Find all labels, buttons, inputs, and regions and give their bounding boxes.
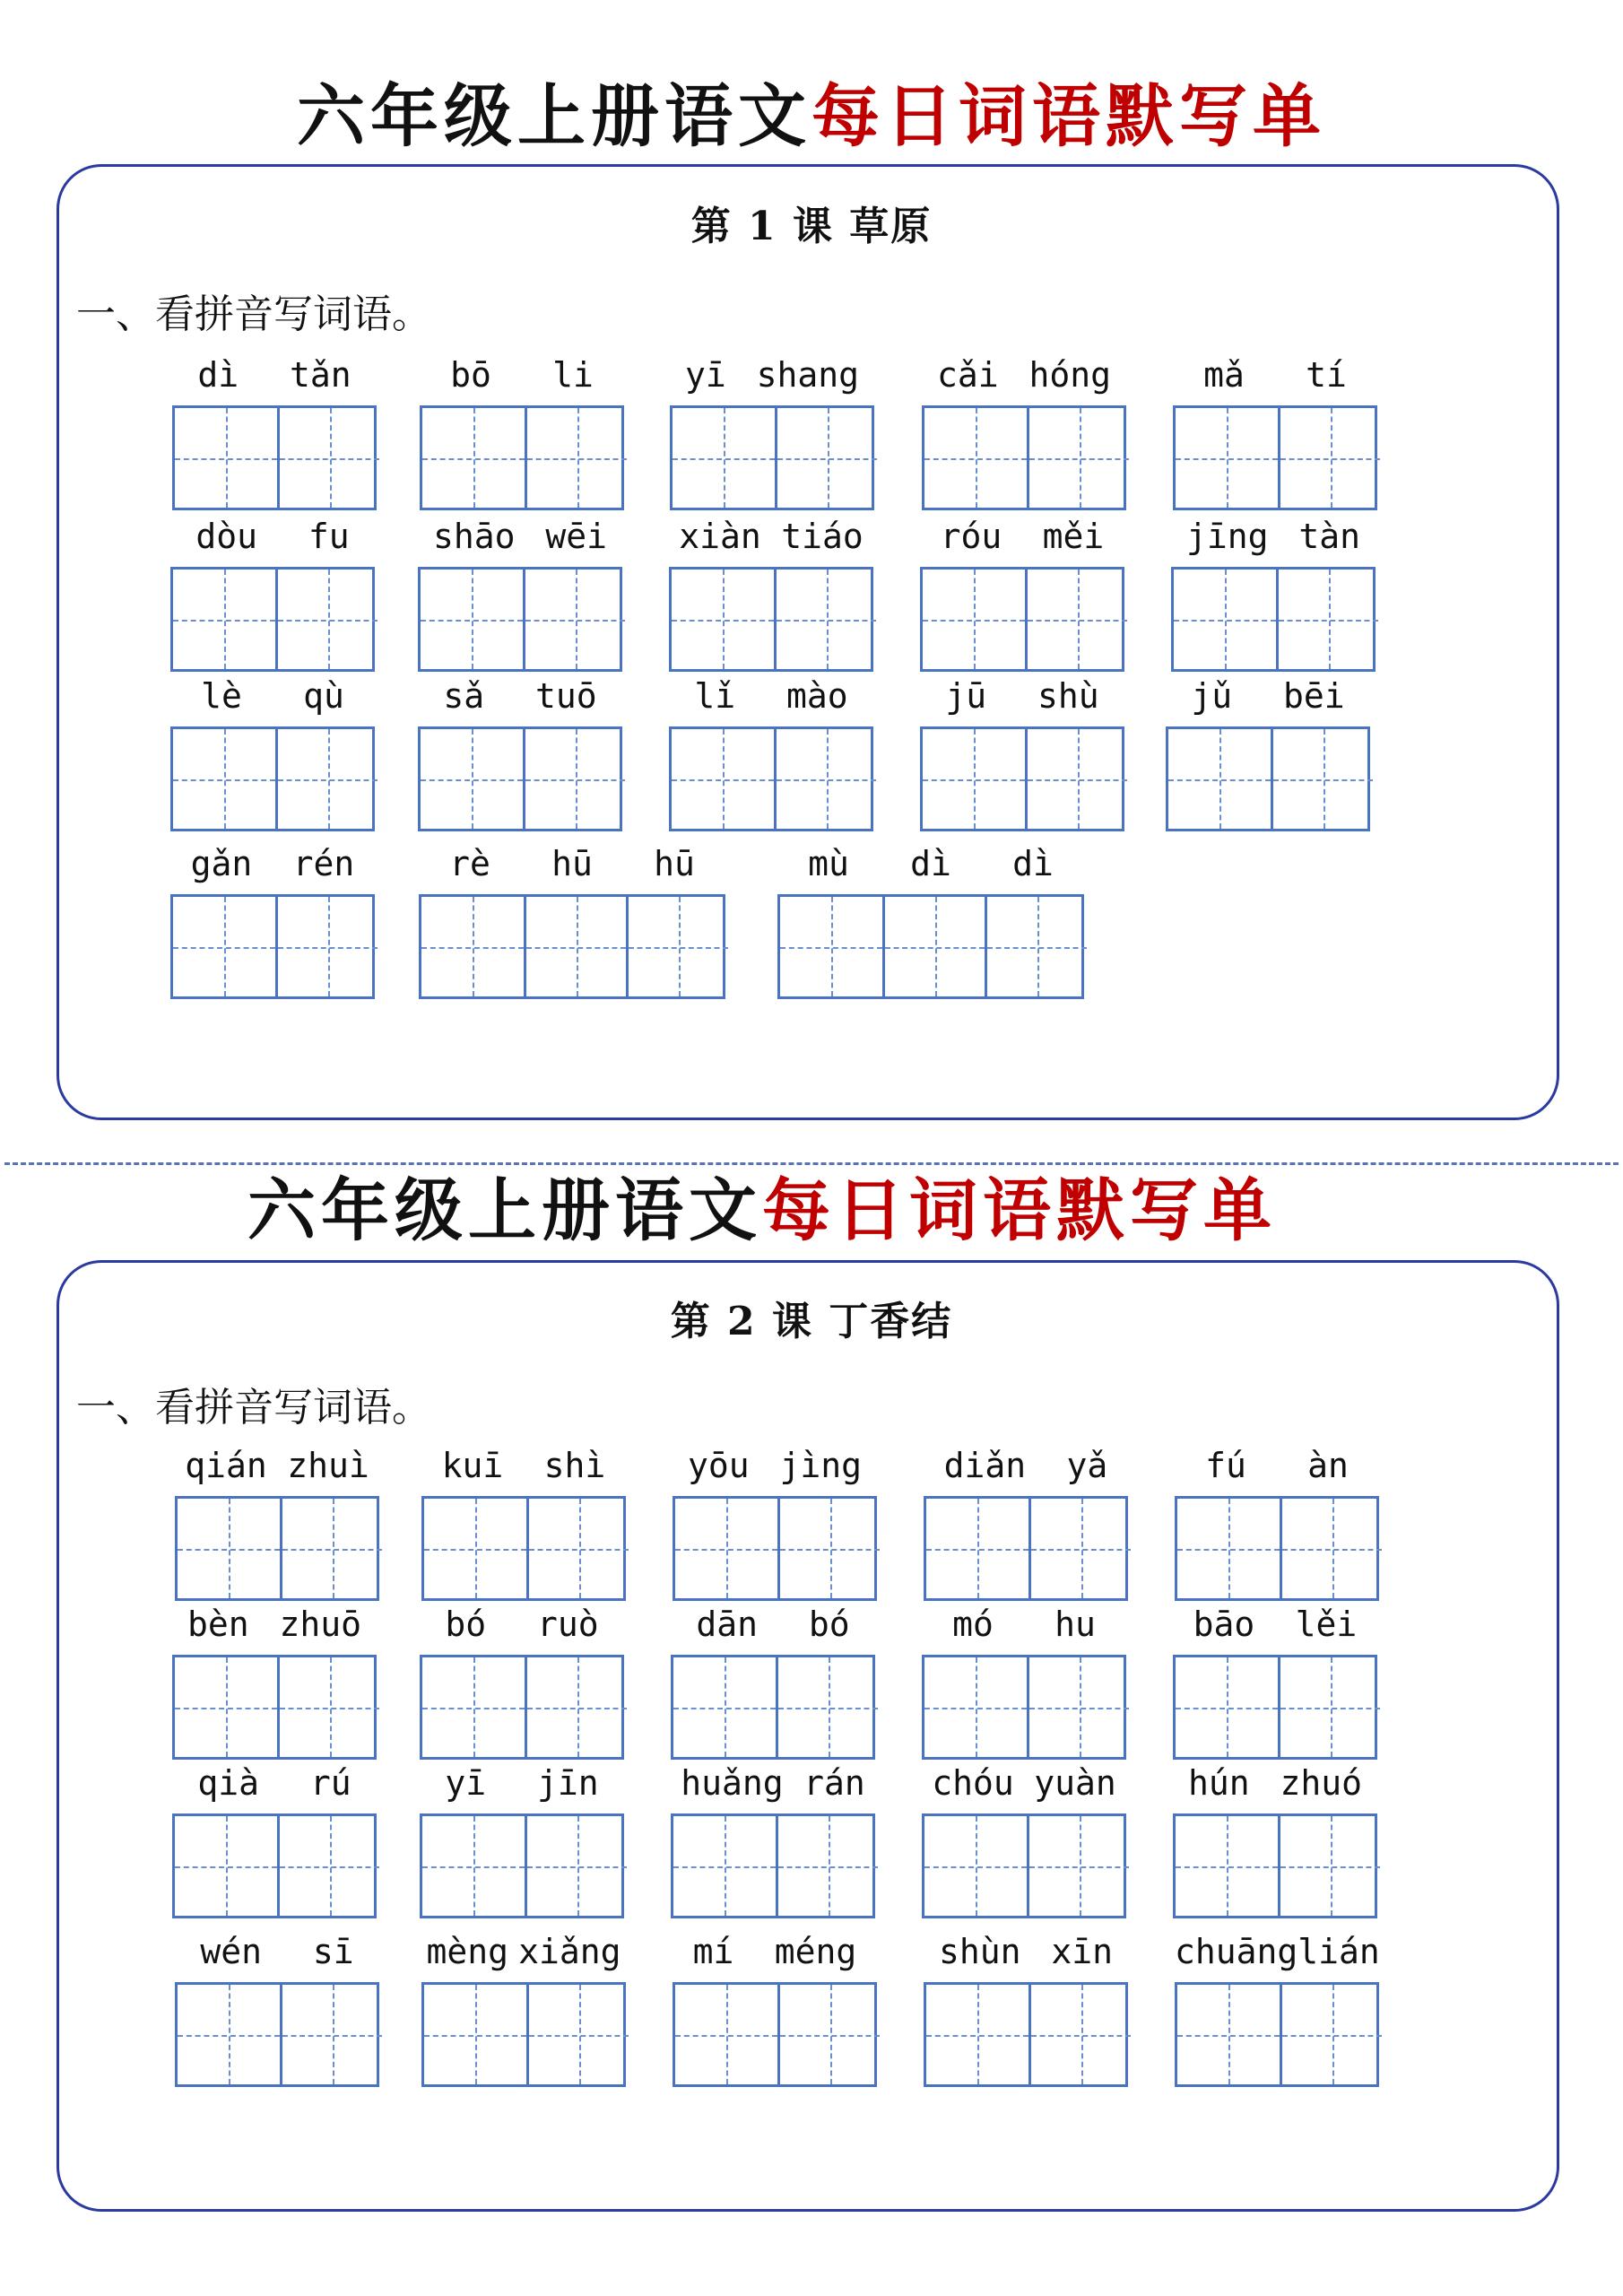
pinyin-syllable: wén xyxy=(200,1932,263,1971)
pinyin-syllable: hu xyxy=(1055,1605,1096,1644)
pinyin-line xyxy=(671,1760,875,1806)
tianzige-cell[interactable] xyxy=(178,1985,280,2084)
sheet-1-title-black: 六年级上册语文 xyxy=(297,76,812,156)
pinyin-line xyxy=(421,1442,626,1489)
word-item xyxy=(924,1928,1128,2090)
writing-box-group xyxy=(920,567,1124,672)
tianzige-cell[interactable] xyxy=(1280,1985,1382,2084)
word-item xyxy=(1171,513,1376,674)
pinyin-line xyxy=(420,1601,624,1648)
pinyin-line xyxy=(170,513,375,560)
tianzige-cell[interactable] xyxy=(673,408,775,508)
pinyin-line xyxy=(922,352,1126,398)
sheet-1-title xyxy=(0,76,1623,157)
pinyin-syllable: shùn xyxy=(938,1932,1021,1971)
writing-box-group xyxy=(671,1655,875,1760)
sheet-2-title xyxy=(0,1170,1574,1251)
pinyin-line xyxy=(172,352,377,398)
pinyin-syllable: lǐ xyxy=(694,676,736,716)
tianzige-cell[interactable] xyxy=(523,729,625,829)
word-item xyxy=(172,1760,377,1921)
pinyin-line xyxy=(172,1760,377,1806)
pinyin-syllable: mó xyxy=(952,1605,994,1644)
word-item xyxy=(920,673,1124,834)
tianzige-cell[interactable] xyxy=(523,570,625,669)
tianzige-cell[interactable] xyxy=(882,897,985,996)
pinyin-syllable: rén xyxy=(292,844,355,883)
word-item xyxy=(170,513,375,674)
tianzige-cell[interactable] xyxy=(1176,408,1278,508)
tianzige-cell[interactable] xyxy=(1176,1657,1278,1757)
pinyin-syllable: zhuó xyxy=(1280,1763,1363,1803)
word-item xyxy=(671,1601,875,1762)
tianzige-cell[interactable] xyxy=(780,897,882,996)
sheet-1-title-red: 每日词语默写单 xyxy=(812,76,1326,156)
word-item xyxy=(172,1601,377,1762)
tianzige-cell[interactable] xyxy=(525,1657,627,1757)
pinyin-line xyxy=(421,1928,626,1975)
pinyin-line xyxy=(920,673,1124,719)
tianzige-cell[interactable] xyxy=(675,1499,777,1598)
pinyin-syllable: cǎi xyxy=(936,355,999,395)
word-item xyxy=(671,1760,875,1921)
pinyin-syllable: mèng xyxy=(426,1932,509,1971)
tianzige-cell[interactable] xyxy=(1028,1499,1131,1598)
writing-box-group xyxy=(420,405,624,510)
tianzige-cell[interactable] xyxy=(1278,408,1380,508)
pinyin-syllable: mù xyxy=(808,844,849,883)
writing-box-group xyxy=(170,894,375,999)
writing-box-group xyxy=(172,1655,377,1760)
tianzige-cell[interactable] xyxy=(923,570,1025,669)
pinyin-syllable: qián xyxy=(185,1446,267,1485)
tianzige-cell[interactable] xyxy=(775,408,877,508)
word-item xyxy=(172,352,377,513)
pinyin-syllable: rú xyxy=(309,1763,352,1803)
writing-box-group xyxy=(420,1655,624,1760)
writing-box-group xyxy=(1175,1496,1379,1601)
pinyin-syllable: xiǎng xyxy=(518,1932,621,1971)
writing-box-group xyxy=(175,1496,379,1601)
writing-box-group xyxy=(669,726,873,831)
writing-box-group xyxy=(1173,1813,1377,1918)
pinyin-syllable: shang xyxy=(756,355,860,395)
writing-box-group xyxy=(175,1982,379,2087)
tianzige-cell[interactable] xyxy=(1177,1499,1280,1598)
pinyin-syllable: xiàn xyxy=(679,517,761,556)
word-item xyxy=(175,1928,379,2090)
word-item xyxy=(673,1442,877,1604)
pinyin-syllable: shì xyxy=(543,1446,606,1485)
pinyin-syllable: hóng xyxy=(1028,355,1112,395)
tianzige-cell[interactable] xyxy=(1028,1985,1131,2084)
writing-box-group xyxy=(421,1982,626,2087)
pinyin-syllable: bó xyxy=(808,1605,850,1644)
pinyin-syllable: dì xyxy=(910,844,951,883)
pinyin-syllable: ruò xyxy=(536,1605,599,1644)
word-item xyxy=(669,513,873,674)
tianzige-cell[interactable] xyxy=(1176,1816,1278,1916)
pinyin-line xyxy=(170,673,375,719)
pinyin-syllable: tí xyxy=(1306,355,1347,395)
pinyin-syllable: hū xyxy=(654,844,695,883)
sheet-2-section-heading: 一、看拼音写词语。 xyxy=(76,1385,431,1431)
tianzige-cell[interactable] xyxy=(526,1499,629,1598)
tianzige-cell[interactable] xyxy=(926,1985,1028,2084)
pinyin-syllable: tàn xyxy=(1298,517,1361,556)
writing-box-group xyxy=(1166,726,1370,831)
pinyin-syllable: qià xyxy=(197,1763,260,1803)
tianzige-cell[interactable] xyxy=(675,1985,777,2084)
pinyin-line xyxy=(1173,1601,1377,1648)
pinyin-line xyxy=(1175,1442,1379,1489)
writing-box-group xyxy=(418,726,622,831)
word-item xyxy=(1173,1760,1377,1921)
tianzige-cell[interactable] xyxy=(777,1985,880,2084)
word-item xyxy=(421,1928,626,2090)
tianzige-cell[interactable] xyxy=(422,1657,525,1757)
tianzige-cell[interactable] xyxy=(525,1816,627,1916)
word-item xyxy=(1175,1928,1379,2090)
pinyin-line xyxy=(673,1442,877,1489)
pinyin-syllable: àn xyxy=(1307,1446,1349,1485)
pinyin-line xyxy=(420,1760,624,1806)
writing-box-group xyxy=(922,405,1126,510)
tianzige-cell[interactable] xyxy=(673,1657,776,1757)
tianzige-cell[interactable] xyxy=(777,1499,880,1598)
cut-line-divider xyxy=(4,1162,1619,1165)
tianzige-cell[interactable] xyxy=(178,1499,280,1598)
sheet-2-title-red: 每日词语默写单 xyxy=(762,1170,1277,1250)
pinyin-line xyxy=(924,1442,1128,1489)
word-item xyxy=(922,352,1126,513)
tianzige-cell[interactable] xyxy=(985,897,1087,996)
tianzige-cell[interactable] xyxy=(924,408,1027,508)
writing-box-group xyxy=(922,1655,1126,1760)
writing-box-group xyxy=(420,1813,624,1918)
pinyin-line xyxy=(1173,1760,1377,1806)
tianzige-cell[interactable] xyxy=(776,1816,878,1916)
tianzige-cell[interactable] xyxy=(1276,570,1378,669)
pinyin-syllable: yǎ xyxy=(1066,1446,1108,1485)
pinyin-syllable: hún xyxy=(1187,1763,1250,1803)
tianzige-cell[interactable] xyxy=(525,408,627,508)
tianzige-cell[interactable] xyxy=(1280,1499,1382,1598)
pinyin-line xyxy=(418,513,622,560)
tianzige-cell[interactable] xyxy=(173,729,275,829)
writing-box-group xyxy=(920,726,1124,831)
pinyin-syllable: li xyxy=(552,355,594,395)
tianzige-cell[interactable] xyxy=(1027,1657,1129,1757)
word-item xyxy=(669,673,873,834)
pinyin-syllable: zhuō xyxy=(279,1605,362,1644)
pinyin-syllable: chuāng xyxy=(1175,1932,1298,1971)
tianzige-cell[interactable] xyxy=(774,729,876,829)
writing-box-group xyxy=(1171,567,1376,672)
pinyin-syllable: bō xyxy=(450,355,491,395)
writing-box-group xyxy=(170,567,375,672)
tianzige-cell[interactable] xyxy=(1027,1816,1129,1916)
tianzige-cell[interactable] xyxy=(1278,1816,1380,1916)
tianzige-cell[interactable] xyxy=(774,570,876,669)
pinyin-syllable: chóu xyxy=(932,1763,1014,1803)
tianzige-cell[interactable] xyxy=(422,408,525,508)
word-item xyxy=(924,1442,1128,1604)
pinyin-syllable: diǎn xyxy=(943,1446,1027,1485)
pinyin-syllable: zhuì xyxy=(287,1446,369,1485)
pinyin-syllable: yī xyxy=(684,355,726,395)
pinyin-syllable: huǎng xyxy=(681,1763,784,1803)
word-item xyxy=(1173,352,1377,513)
word-item xyxy=(175,1442,379,1604)
tianzige-cell[interactable] xyxy=(421,570,523,669)
pinyin-syllable: gǎn xyxy=(190,844,253,883)
word-item xyxy=(777,840,1084,1002)
tianzige-cell[interactable] xyxy=(424,1499,526,1598)
tianzige-cell[interactable] xyxy=(923,729,1025,829)
writing-box-group xyxy=(673,1496,877,1601)
tianzige-cell[interactable] xyxy=(1278,1657,1380,1757)
tianzige-cell[interactable] xyxy=(526,1985,629,2084)
word-item xyxy=(418,673,622,834)
word-item xyxy=(420,1601,624,1762)
pinyin-syllable: xīn xyxy=(1051,1932,1114,1971)
word-item xyxy=(673,1928,877,2090)
pinyin-line xyxy=(419,840,725,887)
pinyin-syllable: yī xyxy=(445,1763,487,1803)
pinyin-line xyxy=(1175,1928,1379,1975)
tianzige-cell[interactable] xyxy=(1025,729,1127,829)
word-item xyxy=(920,513,1124,674)
word-item xyxy=(418,513,622,674)
writing-box-group xyxy=(421,1496,626,1601)
pinyin-syllable: jīn xyxy=(536,1763,599,1803)
pinyin-syllable: dān xyxy=(696,1605,759,1644)
pinyin-syllable: jū xyxy=(945,676,987,716)
writing-box-group xyxy=(170,726,375,831)
tianzige-cell[interactable] xyxy=(275,570,378,669)
tianzige-cell[interactable] xyxy=(175,1657,277,1757)
pinyin-syllable: jìng xyxy=(779,1446,863,1485)
pinyin-syllable: rè xyxy=(449,844,490,883)
pinyin-syllable: yuàn xyxy=(1034,1763,1116,1803)
writing-box-group xyxy=(1173,405,1377,510)
tianzige-cell[interactable] xyxy=(277,1657,379,1757)
tianzige-cell[interactable] xyxy=(280,1985,382,2084)
writing-box-group xyxy=(1175,1982,1379,2087)
pinyin-line xyxy=(1173,352,1377,398)
pinyin-line xyxy=(175,1442,379,1489)
tianzige-cell[interactable] xyxy=(173,570,275,669)
pinyin-syllable: yōu xyxy=(687,1446,750,1485)
pinyin-syllable: fú xyxy=(1205,1446,1246,1485)
sheet-1-lesson-title: 第 1 课 草原 xyxy=(690,204,933,249)
pinyin-syllable: jǔ xyxy=(1191,676,1233,716)
tianzige-cell[interactable] xyxy=(1174,570,1276,669)
pinyin-syllable: qù xyxy=(303,676,344,716)
word-item xyxy=(670,352,874,513)
pinyin-line xyxy=(418,673,622,719)
writing-box-group xyxy=(1173,1655,1377,1760)
tianzige-cell[interactable] xyxy=(277,1816,379,1916)
pinyin-line xyxy=(170,840,375,887)
writing-box-group xyxy=(924,1496,1128,1601)
pinyin-syllable: bēi xyxy=(1282,676,1345,716)
pinyin-syllable: mí xyxy=(692,1932,734,1971)
writing-box-group xyxy=(671,1813,875,1918)
pinyin-line xyxy=(1166,673,1370,719)
tianzige-cell[interactable] xyxy=(275,729,378,829)
tianzige-cell[interactable] xyxy=(277,408,379,508)
pinyin-syllable: lè xyxy=(201,676,242,716)
pinyin-syllable: sǎ xyxy=(443,676,485,716)
pinyin-syllable: jīng xyxy=(1185,517,1269,556)
writing-box-group xyxy=(669,567,873,672)
sheet-2-lesson-title: 第 2 课 丁香结 xyxy=(670,1299,953,1344)
tianzige-cell[interactable] xyxy=(422,1816,525,1916)
pinyin-syllable: rán xyxy=(803,1763,865,1803)
pinyin-syllable: méng xyxy=(774,1932,857,1971)
pinyin-line xyxy=(669,673,873,719)
tianzige-cell[interactable] xyxy=(672,729,774,829)
word-item xyxy=(420,1760,624,1921)
tianzige-cell[interactable] xyxy=(421,897,524,996)
writing-box-group xyxy=(922,1813,1126,1918)
tianzige-cell[interactable] xyxy=(672,570,774,669)
word-item xyxy=(1173,1601,1377,1762)
sheet-1-section-heading: 一、看拼音写词语。 xyxy=(76,291,431,337)
pinyin-syllable: tǎn xyxy=(289,355,352,395)
word-item xyxy=(421,1442,626,1604)
tianzige-cell[interactable] xyxy=(280,1499,382,1598)
tianzige-cell[interactable] xyxy=(175,1816,277,1916)
pinyin-syllable: hū xyxy=(551,844,593,883)
pinyin-syllable: měi xyxy=(1042,517,1105,556)
tianzige-cell[interactable] xyxy=(524,897,626,996)
pinyin-line xyxy=(920,513,1124,560)
pinyin-line xyxy=(420,352,624,398)
pinyin-line xyxy=(670,352,874,398)
tianzige-cell[interactable] xyxy=(776,1657,878,1757)
pinyin-syllable: lěi xyxy=(1295,1605,1358,1644)
pinyin-syllable: wēi xyxy=(545,517,608,556)
pinyin-syllable: sī xyxy=(312,1932,354,1971)
pinyin-line xyxy=(777,840,1084,887)
pinyin-syllable: bāo xyxy=(1193,1605,1255,1644)
pinyin-line xyxy=(673,1928,877,1975)
sheet-2-title-black: 六年级上册语文 xyxy=(247,1170,762,1250)
word-item xyxy=(922,1760,1126,1921)
word-item xyxy=(420,352,624,513)
tianzige-cell[interactable] xyxy=(924,1657,1027,1757)
pinyin-syllable: dì xyxy=(197,355,239,395)
pinyin-line xyxy=(924,1928,1128,1975)
tianzige-cell[interactable] xyxy=(1027,408,1129,508)
pinyin-syllable: mǎ xyxy=(1203,355,1245,395)
tianzige-cell[interactable] xyxy=(275,897,378,996)
pinyin-line xyxy=(922,1760,1126,1806)
writing-box-group xyxy=(418,567,622,672)
pinyin-syllable: fu xyxy=(308,517,350,556)
pinyin-syllable: lián xyxy=(1298,1932,1380,1971)
writing-box-group xyxy=(670,405,874,510)
word-item xyxy=(170,840,375,1002)
pinyin-syllable: shù xyxy=(1037,676,1099,716)
pinyin-line xyxy=(671,1601,875,1648)
pinyin-line xyxy=(922,1601,1126,1648)
pinyin-line xyxy=(175,1928,379,1975)
tianzige-cell[interactable] xyxy=(173,897,275,996)
tianzige-cell[interactable] xyxy=(1168,729,1271,829)
pinyin-line xyxy=(1171,513,1376,560)
tianzige-cell[interactable] xyxy=(421,729,523,829)
writing-box-group xyxy=(172,405,377,510)
writing-box-group xyxy=(777,894,1084,999)
pinyin-syllable: róu xyxy=(940,517,1002,556)
pinyin-syllable: kuī xyxy=(441,1446,504,1485)
pinyin-syllable: bó xyxy=(445,1605,487,1644)
pinyin-line xyxy=(172,1601,377,1648)
tianzige-cell[interactable] xyxy=(1271,729,1373,829)
tianzige-cell[interactable] xyxy=(1025,570,1127,669)
pinyin-syllable: dòu xyxy=(195,517,258,556)
word-item xyxy=(1175,1442,1379,1604)
tianzige-cell[interactable] xyxy=(424,1985,526,2084)
tianzige-cell[interactable] xyxy=(673,1816,776,1916)
writing-box-group xyxy=(673,1982,877,2087)
pinyin-syllable: tiáo xyxy=(781,517,864,556)
writing-box-group xyxy=(924,1982,1128,2087)
pinyin-syllable: mào xyxy=(785,676,848,716)
tianzige-cell[interactable] xyxy=(626,897,728,996)
tianzige-cell[interactable] xyxy=(175,408,277,508)
pinyin-line xyxy=(669,513,873,560)
tianzige-cell[interactable] xyxy=(924,1816,1027,1916)
word-item xyxy=(1166,673,1370,834)
pinyin-syllable: tuō xyxy=(534,676,597,716)
word-item xyxy=(419,840,725,1002)
pinyin-syllable: shāo xyxy=(432,517,516,556)
writing-box-group xyxy=(172,1813,377,1918)
tianzige-cell[interactable] xyxy=(1177,1985,1280,2084)
writing-box-group xyxy=(419,894,725,999)
word-item xyxy=(922,1601,1126,1762)
word-item xyxy=(170,673,375,834)
pinyin-syllable: bèn xyxy=(187,1605,249,1644)
tianzige-cell[interactable] xyxy=(926,1499,1028,1598)
pinyin-syllable: dì xyxy=(1012,844,1054,883)
